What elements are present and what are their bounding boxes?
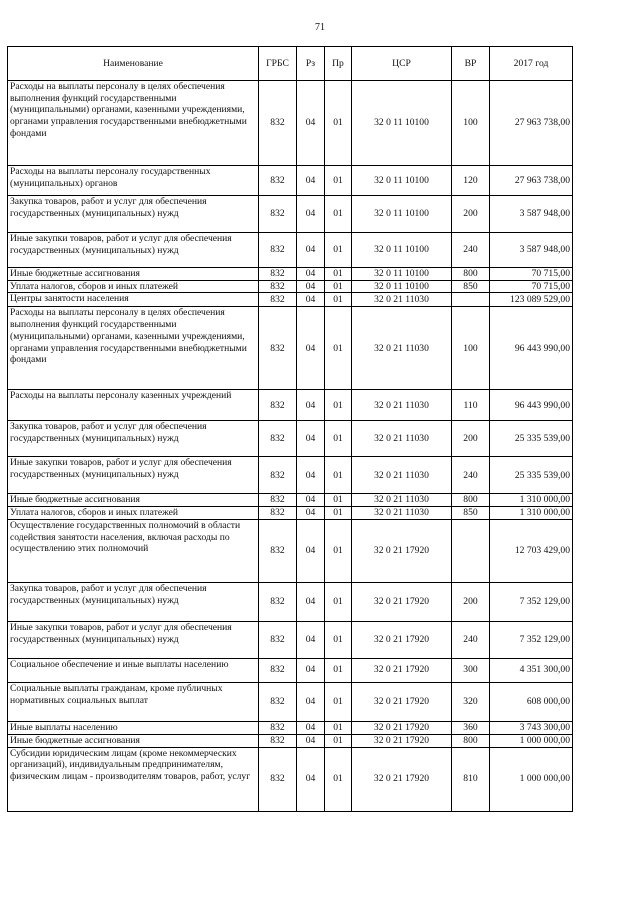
header-name: Наименование: [8, 47, 259, 81]
table-row: [8, 81, 573, 166]
cell-vr: 100: [452, 81, 490, 166]
cell-csr: 32 0 21 17920: [352, 734, 452, 747]
cell-csr: 32 0 21 11030: [352, 507, 452, 520]
cell-name: Осуществление государственных полномочий в области содействия занятости населения, включая расходы по осуществлению этих полномочий: [8, 519, 259, 582]
cell-csr: 32 0 21 11030: [352, 494, 452, 507]
cell-grbs: 832: [259, 196, 297, 233]
cell-grbs: 832: [259, 233, 297, 268]
cell-grbs: 832: [259, 747, 297, 811]
table-row: [8, 658, 573, 682]
cell-name: Расходы на выплаты персоналу в целях обеспечения выполнения функций государственными (муниципальными) органами, казенными учреждениями, органами управления государственными внебюджетными фондами: [8, 307, 259, 390]
cell-rz: 04: [297, 621, 325, 658]
cell-pr: 01: [325, 307, 352, 390]
cell-csr: 32 0 21 11030: [352, 390, 452, 421]
table-row: [8, 166, 573, 196]
cell-vr: 360: [452, 721, 490, 734]
header-pr: Пр: [325, 47, 352, 81]
cell-amount: 70 715,00: [490, 268, 573, 281]
cell-amount: 25 335 539,00: [490, 457, 573, 494]
table-row: [8, 747, 573, 811]
cell-pr: 01: [325, 507, 352, 520]
cell-grbs: 832: [259, 621, 297, 658]
cell-pr: 01: [325, 734, 352, 747]
cell-name: Иные бюджетные ассигнования: [8, 268, 259, 281]
cell-rz: 04: [297, 293, 325, 307]
cell-grbs: 832: [259, 268, 297, 281]
cell-amount: 25 335 539,00: [490, 421, 573, 457]
cell-rz: 04: [297, 519, 325, 582]
cell-vr: 240: [452, 233, 490, 268]
cell-amount: 1 310 000,00: [490, 507, 573, 520]
cell-amount: 70 715,00: [490, 280, 573, 293]
cell-amount: 12 703 429,00: [490, 519, 573, 582]
cell-csr: 32 0 21 11030: [352, 421, 452, 457]
cell-pr: 01: [325, 582, 352, 621]
cell-name: Социальное обеспечение и иные выплаты населению: [8, 658, 259, 682]
cell-grbs: 832: [259, 658, 297, 682]
cell-grbs: 832: [259, 307, 297, 390]
cell-name: Центры занятости населения: [8, 293, 259, 307]
cell-csr: 32 0 21 11030: [352, 293, 452, 307]
cell-grbs: 832: [259, 280, 297, 293]
table-row: [8, 519, 573, 582]
cell-vr: 300: [452, 658, 490, 682]
cell-rz: 04: [297, 233, 325, 268]
table-row: [8, 734, 573, 747]
cell-amount: 1 000 000,00: [490, 734, 573, 747]
table-header-row: [8, 47, 573, 81]
cell-csr: 32 0 21 17920: [352, 658, 452, 682]
table-row: [8, 307, 573, 390]
cell-rz: 04: [297, 507, 325, 520]
table-row: [8, 293, 573, 307]
cell-csr: 32 0 21 17920: [352, 621, 452, 658]
cell-grbs: 832: [259, 582, 297, 621]
cell-name: Расходы на выплаты персоналу в целях обеспечения выполнения функций государственными (муниципальными) органами, казенными учреждениями, органами управления государственными внебюджетными фондами: [8, 81, 259, 166]
table-row: [8, 280, 573, 293]
table-row: [8, 494, 573, 507]
cell-rz: 04: [297, 196, 325, 233]
cell-vr: 200: [452, 421, 490, 457]
cell-rz: 04: [297, 457, 325, 494]
cell-csr: 32 0 21 17920: [352, 519, 452, 582]
cell-vr: 240: [452, 621, 490, 658]
cell-vr: [452, 519, 490, 582]
cell-pr: 01: [325, 621, 352, 658]
cell-csr: 32 0 21 17920: [352, 682, 452, 721]
cell-rz: 04: [297, 747, 325, 811]
cell-pr: 01: [325, 390, 352, 421]
cell-csr: 32 0 21 17920: [352, 747, 452, 811]
cell-grbs: 832: [259, 682, 297, 721]
cell-rz: 04: [297, 280, 325, 293]
cell-grbs: 832: [259, 457, 297, 494]
cell-vr: 800: [452, 268, 490, 281]
header-rz: Рз: [297, 47, 325, 81]
cell-pr: 01: [325, 682, 352, 721]
page-number: 71: [315, 22, 325, 33]
cell-pr: 01: [325, 421, 352, 457]
table-row: [8, 457, 573, 494]
cell-name: Социальные выплаты гражданам, кроме публичных нормативных социальных выплат: [8, 682, 259, 721]
header-grbs: ГРБС: [259, 47, 297, 81]
cell-pr: 01: [325, 166, 352, 196]
cell-pr: 01: [325, 721, 352, 734]
cell-rz: 04: [297, 81, 325, 166]
table-row: [8, 582, 573, 621]
cell-vr: 800: [452, 494, 490, 507]
cell-amount: 7 352 129,00: [490, 582, 573, 621]
cell-name: Иные закупки товаров, работ и услуг для обеспечения государственных (муниципальных) нужд: [8, 621, 259, 658]
cell-grbs: 832: [259, 166, 297, 196]
cell-pr: 01: [325, 519, 352, 582]
cell-grbs: 832: [259, 390, 297, 421]
cell-rz: 04: [297, 268, 325, 281]
header-vr: ВР: [452, 47, 490, 81]
cell-pr: 01: [325, 747, 352, 811]
cell-grbs: 832: [259, 293, 297, 307]
cell-rz: 04: [297, 682, 325, 721]
cell-name: Закупка товаров, работ и услуг для обеспечения государственных (муниципальных) нужд: [8, 196, 259, 233]
cell-pr: 01: [325, 280, 352, 293]
cell-pr: 01: [325, 233, 352, 268]
cell-amount: 96 443 990,00: [490, 307, 573, 390]
cell-amount: 27 963 738,00: [490, 81, 573, 166]
cell-rz: 04: [297, 721, 325, 734]
cell-csr: 32 0 11 10100: [352, 233, 452, 268]
cell-pr: 01: [325, 81, 352, 166]
cell-name: Иные выплаты населению: [8, 721, 259, 734]
table-row: [8, 268, 573, 281]
table-row: [8, 682, 573, 721]
cell-amount: 4 351 300,00: [490, 658, 573, 682]
header-year: 2017 год: [490, 47, 573, 81]
cell-vr: 100: [452, 307, 490, 390]
cell-csr: 32 0 11 10100: [352, 268, 452, 281]
cell-pr: 01: [325, 457, 352, 494]
cell-grbs: 832: [259, 494, 297, 507]
cell-vr: [452, 293, 490, 307]
cell-rz: 04: [297, 166, 325, 196]
cell-pr: 01: [325, 196, 352, 233]
cell-vr: 120: [452, 166, 490, 196]
cell-rz: 04: [297, 421, 325, 457]
cell-name: Иные бюджетные ассигнования: [8, 494, 259, 507]
cell-name: Уплата налогов, сборов и иных платежей: [8, 280, 259, 293]
budget-table: [7, 46, 573, 812]
cell-csr: 32 0 21 17920: [352, 721, 452, 734]
cell-amount: 1 000 000,00: [490, 747, 573, 811]
cell-amount: 3 587 948,00: [490, 233, 573, 268]
cell-name: Расходы на выплаты персоналу государственных (муниципальных) органов: [8, 166, 259, 196]
table-body: [8, 81, 573, 812]
cell-rz: 04: [297, 390, 325, 421]
cell-amount: 3 587 948,00: [490, 196, 573, 233]
cell-amount: 1 310 000,00: [490, 494, 573, 507]
cell-vr: 800: [452, 734, 490, 747]
cell-amount: 96 443 990,00: [490, 390, 573, 421]
cell-vr: 240: [452, 457, 490, 494]
cell-amount: 27 963 738,00: [490, 166, 573, 196]
cell-grbs: 832: [259, 721, 297, 734]
cell-name: Иные закупки товаров, работ и услуг для обеспечения государственных (муниципальных) нужд: [8, 457, 259, 494]
cell-grbs: 832: [259, 81, 297, 166]
table-row: [8, 721, 573, 734]
cell-name: Субсидии юридическим лицам (кроме некоммерческих организаций), индивидуальным предпринимателям, физическим лицам - производителям товаров, работ, услуг: [8, 747, 259, 811]
cell-name: Уплата налогов, сборов и иных платежей: [8, 507, 259, 520]
cell-rz: 04: [297, 734, 325, 747]
table-row: [8, 507, 573, 520]
cell-grbs: 832: [259, 421, 297, 457]
cell-csr: 32 0 21 11030: [352, 457, 452, 494]
cell-csr: 32 0 11 10100: [352, 81, 452, 166]
cell-amount: 3 743 300,00: [490, 721, 573, 734]
cell-grbs: 832: [259, 507, 297, 520]
cell-pr: 01: [325, 268, 352, 281]
cell-vr: 110: [452, 390, 490, 421]
cell-grbs: 832: [259, 519, 297, 582]
cell-rz: 04: [297, 582, 325, 621]
cell-csr: 32 0 21 17920: [352, 582, 452, 621]
header-csr: ЦСР: [352, 47, 452, 81]
cell-amount: 7 352 129,00: [490, 621, 573, 658]
cell-name: Иные закупки товаров, работ и услуг для обеспечения государственных (муниципальных) нужд: [8, 233, 259, 268]
cell-csr: 32 0 11 10100: [352, 196, 452, 233]
cell-csr: 32 0 11 10100: [352, 166, 452, 196]
cell-name: Закупка товаров, работ и услуг для обеспечения государственных (муниципальных) нужд: [8, 582, 259, 621]
cell-rz: 04: [297, 494, 325, 507]
cell-amount: 123 089 529,00: [490, 293, 573, 307]
cell-rz: 04: [297, 658, 325, 682]
cell-rz: 04: [297, 307, 325, 390]
cell-vr: 810: [452, 747, 490, 811]
cell-vr: 200: [452, 196, 490, 233]
cell-vr: 200: [452, 582, 490, 621]
cell-pr: 01: [325, 658, 352, 682]
cell-amount: 608 000,00: [490, 682, 573, 721]
cell-vr: 320: [452, 682, 490, 721]
table-row: [8, 621, 573, 658]
cell-csr: 32 0 21 11030: [352, 307, 452, 390]
table-row: [8, 233, 573, 268]
cell-name: Расходы на выплаты персоналу казенных учреждений: [8, 390, 259, 421]
cell-vr: 850: [452, 280, 490, 293]
cell-name: Закупка товаров, работ и услуг для обеспечения государственных (муниципальных) нужд: [8, 421, 259, 457]
cell-vr: 850: [452, 507, 490, 520]
cell-name: Иные бюджетные ассигнования: [8, 734, 259, 747]
table-row: [8, 390, 573, 421]
table-row: [8, 421, 573, 457]
cell-pr: 01: [325, 494, 352, 507]
cell-grbs: 832: [259, 734, 297, 747]
table-row: [8, 196, 573, 233]
cell-csr: 32 0 11 10100: [352, 280, 452, 293]
cell-pr: 01: [325, 293, 352, 307]
